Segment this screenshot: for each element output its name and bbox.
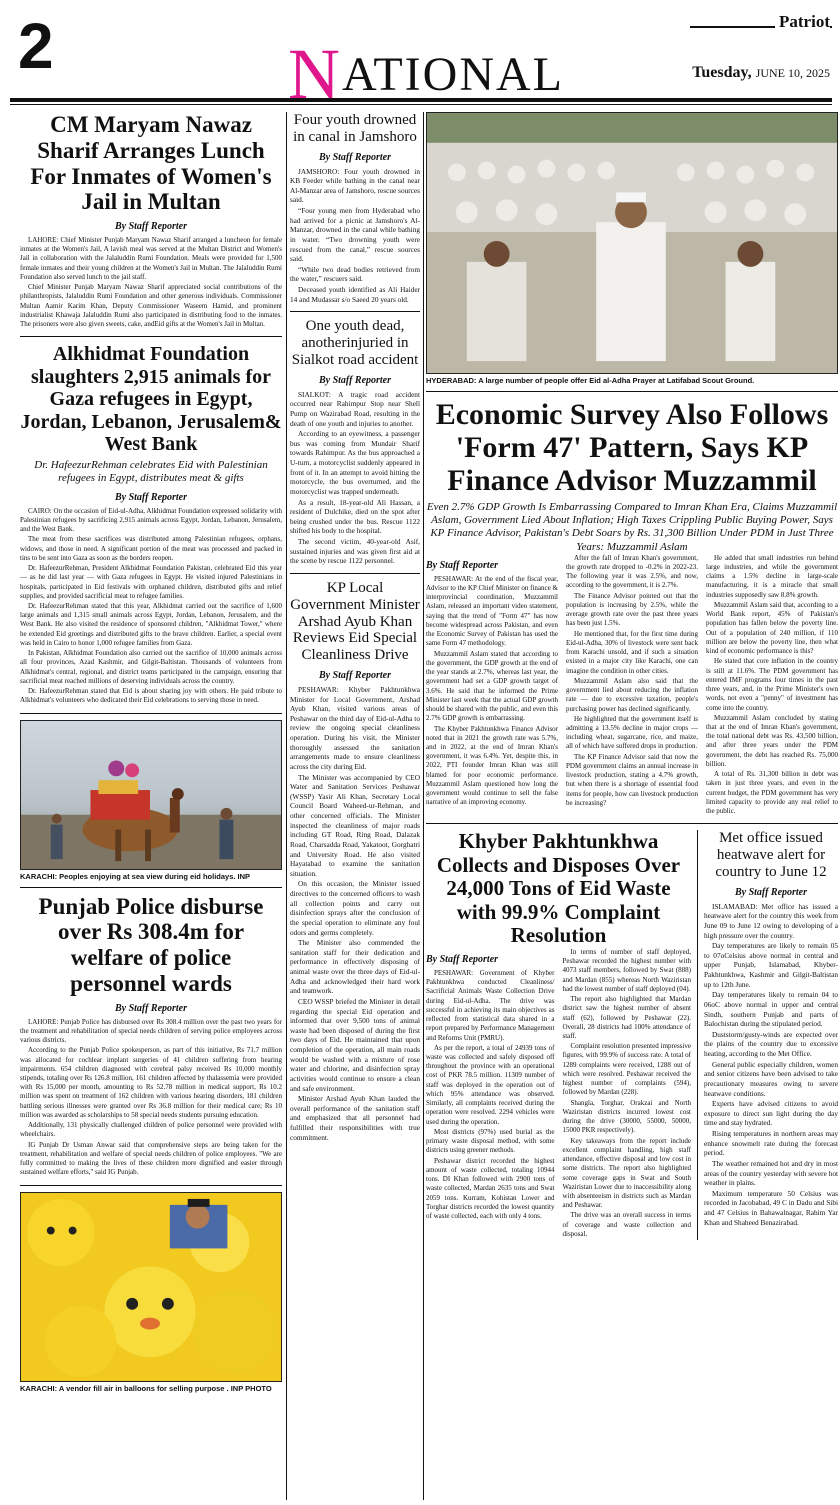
text-column bbox=[426, 948, 555, 1240]
story-body bbox=[426, 948, 691, 1240]
paragraph: The second victim, 40-year-old Asif, sustained injuries and was given first aid at the scene by rescue 1122 personnel. bbox=[290, 537, 420, 566]
middle-column bbox=[290, 112, 420, 1502]
paragraph: PESHAWAR: At the end of the fiscal year, Advisor to the KP Chief Minister on finance & interprovincial coordination, Muzzammil Aslam, released an important video statement, saying that the trend of "Form 47" has now become widespread across Pakistan, and even the Economic Survey of Pakistan has used the same Form 47 methodology. bbox=[426, 574, 558, 648]
paragraph: The KP Finance Advisor said that now the PDM government claims an annual increase in livestock production, stating a 4.7% growth, but when there is a shortage of essential food items for people, how can livestock production be increasing? bbox=[566, 752, 698, 807]
paragraph: SIALKOT: A tragic road accident occurred near Rahimpur Stop near Shell Pump on Wazirabad Road, resulting in the death of one youth and injuries to another. bbox=[290, 389, 420, 428]
paragraph: He mentioned that, for the first time during Eid-ul-Adha, 30% of livestock were sent back from Karachi unsold, and if such a situation existed in a major city like Karachi, one can imagine the condition in other cities. bbox=[566, 629, 698, 675]
paragraph: The drive was an overall success in terms of coverage and waste collection and disposal. bbox=[562, 1211, 691, 1238]
issue-date-rest: JUNE 10, 2025 bbox=[755, 66, 830, 80]
paragraph: Dr. HafeezurRehman stated that this year, Alkhidmat carried out the sacrifice of 1,600 large animals and 1,315 small animals across Egypt, Jordan, Lebanon, Jerusalem, and the West Bank. He also visited the residence of sponsored children, "Alkhidmat Tower," where he extended Eid greetings and distributed gifts to the brave children. Earlier, a special event was held in Cairo to honor 1,000 refugee families from Gaza. bbox=[20, 602, 282, 647]
story-heatwave bbox=[704, 830, 838, 1240]
paragraph: In terms of number of staff deployed, Peshawar recorded the highest number with 4073 staff members, followed by Swat (888) and Mardan (855) whereas North Waziristan had the lowest number of staff deployed (04). bbox=[562, 947, 691, 993]
camel-ride-image bbox=[21, 721, 281, 869]
story-headline: KP Local Government Minister Arshad Ayub Khan Reviews Eid Special Cleanliness Drive bbox=[290, 579, 420, 664]
story-headline: CM Maryam Nawaz Sharif Arranges Lunch For Inmates of Women's Jail in Multan bbox=[30, 112, 272, 215]
paragraph: According to an eyewitness, a passenger bus was coming from Mundair Sharif towards Rahimpur. As the bus approached a U-turn, a motorcyclist suddenly appeared in front of it. In an attempt to avoid hitting the motorcycle, the bus overturned, and the motorcyclist was trapped underneath. bbox=[290, 429, 420, 496]
text-column bbox=[426, 554, 558, 818]
story-body bbox=[704, 902, 838, 1228]
paragraph: Complaint resolution presented impressive figures, with 99.9% of success rate. A total of 1289 complaints were received, 1288 out of which were resolved. Peshawar received the highest number of complaints (594), followed by Mardan (228). bbox=[562, 1042, 691, 1097]
section-title bbox=[288, 30, 564, 114]
paragraph: Day temperatures likely to remain 04 to 06oC above normal in upper and central Sindh, southern Punjab and parts of Balochistan during the stipulated period. bbox=[704, 990, 838, 1029]
story-byline: By Staff Reporter bbox=[114, 221, 188, 232]
story-headline: Four youth drowned in canal in Jamshoro bbox=[293, 112, 417, 145]
text-column bbox=[706, 554, 838, 818]
paragraph: Peshawar district recorded the highest amount of waste collected, totaling 10944 tons. DI Khan followed with 2900 tons of waste collected, Mardan 2635 tons and Swat 2059 tons. Kurram, Kohistan Lower and Torghar districts recorded the lowest quantity of waste collected, each with only 4 tons. bbox=[426, 1156, 555, 1220]
story-headline: Alkhidmat Foundation slaughters 2,915 animals for Gaza refugees in Egypt, Jordan, Lebanon, Jerusalem& West Bank bbox=[20, 343, 282, 455]
paper-name: Patriot bbox=[775, 12, 830, 32]
paragraph: CAIRO: On the occasion of Eid-ul-Adha, Alkhidmat Foundation expressed solidarity with Palestinian refugees by sacrificing 2,915 animals across Egypt, Jordan, Lebanon, Jerusalem, and the West Bank. bbox=[20, 506, 282, 534]
story-body bbox=[20, 236, 282, 329]
paragraph: LAHORE: Punjab Police has disbursed over Rs 308.4 million over the past two years for the treatment and rehabilitation of special needs children of serving police employees across various districts. bbox=[20, 1017, 282, 1045]
text-column bbox=[563, 948, 692, 1240]
story-byline: By Staff Reporter bbox=[318, 151, 392, 163]
story-headline: One youth dead, anotherinjuried in Sialkot road accident bbox=[291, 318, 419, 368]
bottom-stories bbox=[426, 830, 838, 1240]
issue-day: Tuesday, bbox=[692, 64, 752, 81]
column-divider bbox=[423, 112, 424, 1500]
paragraph: Muzzammil Aslam concluded by stating that at the end of Imran Khan's government, the total national debt was Rs. 43,500 billion, and after three years under the PDM government, the debt has reached Rs. 75,000 billion. bbox=[706, 713, 838, 768]
right-column bbox=[426, 112, 838, 1502]
paragraph: PESHAWAR: Khyber Pakhtunkhwa Minister for Local Government, Arshad Ayub Khan, visited various areas of Peshawar on the third day of Eid-ul-Adha to review the ongoing special cleanliness operation. During his visit, the Minister thoroughly assessed the sanitation arrangements made to ensure cleanliness across the city during Eid. bbox=[290, 684, 420, 771]
paragraph: Muzzammil Aslam said that, according to a World Bank report, 45% of Pakistan's population has fallen below the poverty line. Out of a population of 240 million, if 110 million are below the poverty line, then what kind of economic performance is this? bbox=[706, 600, 838, 656]
paragraph: CEO WSSP briefed the Minister in detail regarding the special Eid operation and informed that over 9,500 tons of animal waste had been disposed of during the first two days of Eid. He maintained that upon completion of the operation, all main roads would be washed with a mixture of rose water and chlorine, and disinfection spray activities would continue to ensure a clean and safe environment. bbox=[290, 996, 420, 1093]
paragraph: In Pakistan, Alkhidmat Foundation also carried out the sacrifice of 10,000 animals across all four provinces, Azad Kashmir, and Gilgit-Baltistan. Thousands of volunteers from Alkhidmat's central, regional, and district teams participated in the campaign, ensuring that sacrificial meat reached millions of deserving individuals across the country. bbox=[20, 649, 282, 685]
paragraph: Muzzammil Aslam stated that according to the government, the GDP growth at the end of the year stands at 2.7%, whereas last year, the government had set a GDP growth target of 3.6%. He said that he informed the Prime Minister last week that the actual GDP growth should be shared with the public, and even this 2.7% GDP growth is embarrassing. bbox=[426, 649, 558, 723]
paragraph: Additionally, 131 physically challenged children of police personnel were provided with wheelchairs. bbox=[20, 1121, 282, 1139]
paragraph: Duststorm/gusty-winds are expected over the plains of the country due to excessive heating, according to the Met Office. bbox=[704, 1029, 838, 1059]
paragraph: “Four young men from Hyderabad who had arrived for a picnic at Jamshoro's Al-Manzar, drowned in the canal while bathing in water. “Two drowning youth were rescued from the canal,” rescue sources said. bbox=[290, 206, 420, 264]
paragraph: As per the report, a total of 24939 tons of waste was collected and safely disposed off throughout the province with an operational cost of PKR 78.5 million. 11309 number of staff was deployed in the operation out of which 95% attendance was observed. Similarly, all complaints received during the operation were resolved. 2294 vehicles were used during the operation. bbox=[426, 1043, 555, 1126]
paragraph: Dr. HafeezurRehman, President Alkhidmat Foundation Pakistan, celebrated Eid this year — as he did last year — with Gaza refugees in Egypt. He visited injured Palestinians in hospitals, participated in Eid festivals with orphaned children, distributed gifts and relief supplies, and provided sacrificial meat to refugee families. bbox=[20, 564, 282, 600]
text-column-body bbox=[426, 575, 558, 808]
story-subhead: Even 2.7% GDP Growth Is Embarrassing Compared to Imran Khan Era, Claims Muzzammil Aslam, Government Lied About Inflation; High Taxes Crippling Public Buying Power, Says KP Finance Advisor, Pakistan's Debt Soars by Rs. 31,300 Billion Under PDM in Just Three Years: Muzzammil Aslam bbox=[426, 501, 838, 553]
paragraph: On this occasion, the Minister issued directives to the concerned officers to wash all collection points and carry out disinfection sprays after the conclusion of the special operation to eliminate any foul odors and germs completely. bbox=[290, 879, 420, 937]
story-headline: Punjab Police disburse over Rs 308.4m for welfare of police personnel wards bbox=[38, 893, 264, 996]
paragraph: ISLAMABAD: Met office has issued a heatwave alert for the country this week from June 09 to June 12 owing to developing of a high pressure over the country. bbox=[704, 901, 838, 940]
paragraph: As a result, 18-year-old Ali Hassan, a resident of Dulchike, died on the spot after being crushed under the bus. Rescue 1122 shifted his body to the hospital. bbox=[290, 497, 420, 536]
story-headline: Economic Survey Also Follows 'Form 47' Pattern, Says KP Finance Advisor Muzzammil bbox=[435, 398, 829, 497]
paragraph: The meat from these sacrifices was distributed among Palestinian refugees, orphans, widows, and those in need. A significant portion of the meat was processed and packed in tins to be sent into Gaza as soon as the borders reopen. bbox=[20, 535, 282, 562]
story-byline: By Staff Reporter bbox=[318, 669, 392, 681]
story-maryam-lunch bbox=[20, 112, 282, 337]
balloons-photo bbox=[20, 1192, 282, 1382]
camel-ride-photo bbox=[20, 720, 282, 870]
masthead-rule-thick bbox=[10, 98, 832, 102]
section-title-initial: N bbox=[288, 34, 342, 114]
paragraph: He stated that core inflation in the country is still at 11.6%. The PDM government has entered IMF programs four times in the past three years, and, in the Prime Minister's own words, not even a "penny" of investment has come into the country. bbox=[706, 657, 838, 712]
story-kp-waste bbox=[426, 830, 698, 1240]
photo-caption: KARACHI: A vendor fill air in balloons for selling purpose . INP PHOTO bbox=[20, 1383, 272, 1393]
paragraph: Key takeaways from the report include excellent complaint handling, high staff attendance, effective disposal and low cost in some districts. The report also highlighted some coverage gaps in Swat and South Waziristan Lower due to inaccessibility along with absenteeism in districts such as Mardan and Peshawar. bbox=[562, 1136, 691, 1210]
paragraph: The Minister was accompanied by CEO Water and Sanitation Services Peshawar (WSSP) Yasir Ali Khan, Secretary Local Council Board Waheed-ur-Rehman, and other concerned officials. The Minister inspected the cleanliness of major roads including GT Road, Ring Road, Dalazak Road, Charsadda Road, Yakatoot, Gorghatri and University Road. He also visited Hayatabad to examine the sanitation situation. bbox=[290, 772, 420, 878]
story-jamshoro bbox=[290, 112, 420, 312]
paragraph: Dr. HafeezurRehman stated that Eid is about sharing joy with others. He paid tribute to Alkhidmat's volunteers who dedicated their Eid celebrations to serving those in need. bbox=[20, 687, 282, 705]
photo-block-balloons bbox=[20, 1192, 282, 1399]
story-sialkot bbox=[290, 318, 420, 574]
photo-block-hyderabad bbox=[426, 112, 838, 392]
balloons-image bbox=[21, 1193, 281, 1381]
paragraph: The Khyber Pakhtunkhwa Finance Advisor noted that in 2021 the growth rate was 5.7%, and in 2022, at the end of Imran Khan's government, it was 6.4%. Yet, despite this, in 2022, PTI founder Imran Khan was still blamed for poor economic performance. Muzzammil Aslam questioned how long the government would continue to sell the false narrative of an improving economy. bbox=[426, 724, 558, 807]
story-byline: By Staff Reporter bbox=[734, 886, 808, 898]
paragraph: The Minister also commended the sanitation staff for their dedication and performance in effectively disposing of animal waste over the three days of Eid-ul-Adha and acknowledged their hard work and teamwork. bbox=[290, 938, 420, 996]
story-ayub-cleanliness bbox=[290, 580, 420, 1149]
eid-prayer-image bbox=[427, 113, 837, 373]
story-byline: By Staff Reporter bbox=[114, 491, 188, 503]
text-column bbox=[566, 554, 698, 818]
photo-caption: KARACHI: Peoples enjoying at sea view during eid holidays. INP bbox=[20, 871, 251, 881]
paragraph: Experts have advised citizens to avoid exposure to direct sun light during the day time and stay hydrated. bbox=[704, 1099, 838, 1128]
paragraph: Chief Minister Punjab Maryam Nawaz Sharif appreciated social contributions of the philanthropists, Jalaluddin Rumi Foundation and other generous individuals. Commissioner Multan Aamir Karim Khan, Deputy Commissioner Waseem Hamid, and prominent industrialist Khawaja Jalaluddin Rumi also participated in distributing food to the inmates. The prisoners were also given sweets, cake, andEid gifts at the Women's Jail in Multan. bbox=[20, 283, 282, 329]
page-number: 2 bbox=[18, 10, 54, 82]
story-byline: By Staff Reporter bbox=[318, 374, 392, 386]
issue-date bbox=[692, 64, 830, 82]
photo-block-karachi-sea bbox=[20, 720, 282, 888]
story-byline: By Staff Reporter bbox=[426, 559, 499, 571]
paragraph: Minister Arshad Ayub Khan lauded the overall performance of the sanitation staff and emphasized that all personnel had fulfilled their responsibilities with true commitment. bbox=[290, 1094, 420, 1142]
photo-caption: HYDERABAD: A large number of people offer Eid al-Adha Prayer at Latifabad Scout Ground. bbox=[426, 376, 755, 385]
paragraph: LAHORE: Chief Minister Punjab Maryam Nawaz Sharif arranged a luncheon for female inmates at the Women's Jail, A lavish meal was served at the Multan District and Women's Jail in collaboration with the Jalaluddin Rumi Foundation. Meals were provided for 1,500 female inmates and their young children at the Women's Jail in Multan. The Jalaluddin Rumi Foundation also served lunch to the jail staff. bbox=[20, 236, 282, 281]
paragraph: Deceased youth identified as Ali Haider 14 and Mudassar s/o Saeed 20 years old. bbox=[290, 285, 420, 304]
paragraph: “While two dead bodies retrieved from the water,” rescuers said. bbox=[290, 264, 420, 284]
paragraph: According to the Punjab Police spokesperson, as part of this initiative, Rs 71.7 million was allocated for cochlear implant surgeries of 41 children suffering from hearing impairments. 654 children diagnosed with cerebral palsy received Rs 10,000 monthly stipends, totaling over Rs 126.8 million, 161 children affected by thalassemia were provided with Rs 15,000 per month, amounting to Rs 52.78 million in medical support, Rs 10.2 million was spent on treatment of 162 children with various hearing disorders, 181 children battling serious illnesses were granted over Rs 36.8 million for their medical care; Rs 10 million was awarded as scholarships to 58 special needs students pursuing education. bbox=[20, 1046, 282, 1119]
story-subhead: Dr. HafeezurRehman celebrates Eid with Palestinian refugees in Egypt, distributes meat & gifts bbox=[34, 459, 268, 485]
story-headline: Met office issued heatwave alert for country to June 12 bbox=[715, 830, 827, 880]
column-divider bbox=[286, 112, 287, 1500]
paragraph: Shangla, Torghar, Orakzai and North Waziristan districts incurred lowest cost during the drive (30000, 55000, 50000, 15000 PKR respectively). bbox=[562, 1098, 691, 1135]
story-byline: By Staff Reporter bbox=[426, 953, 499, 965]
masthead-rule-thin bbox=[10, 104, 832, 105]
paragraph: IG Punjab Dr Usman Anwar said that comprehensive steps are being taken for the treatment, rehabilitation and welfare of special needs children of police employees. "We are fully committed to making the lives of these children more dignified and easier through sustained welfare efforts," said IG Punjab. bbox=[20, 1140, 282, 1177]
section-title-rest: ATIONAL bbox=[342, 48, 564, 101]
story-body bbox=[426, 554, 838, 818]
eid-prayer-photo bbox=[426, 112, 838, 374]
paragraph: The report also highlighted that Mardan district saw the highest number of absent staff (62), followed by Peshawar (22). Overall, 28 districts had 100% attendance of staff. bbox=[562, 995, 691, 1040]
story-body bbox=[290, 390, 420, 566]
left-column bbox=[20, 112, 282, 1502]
story-byline: By Staff Reporter bbox=[114, 1002, 188, 1014]
paragraph: Maximum temperature 50 Celsius was recorded in Jacobabad, 49 C in Dadu and Sibi and 47 Celsius in Bahawalnagar, Rahim Yar Khan and Shaheed Benazirabad. bbox=[704, 1188, 838, 1227]
paragraph: Muzzammil Aslam also said that the government lied about reducing the inflation rate — due to excessive taxation, people's purchasing power has declined significantly. bbox=[566, 676, 698, 713]
paragraph: Day temperatures are likely to remain 05 to 07oCelsius above normal in central and upper Punjab, Islamabad, Khyber-Pakhtunkhwa, Kashmir and Gilgit-Baltistan up to 12th June. bbox=[704, 941, 838, 989]
story-body bbox=[20, 507, 282, 706]
masthead bbox=[0, 0, 840, 114]
story-body bbox=[290, 167, 420, 305]
paragraph: A total of Rs. 31,300 billion in debt was taken in just three years, and even in the current budget, the PDM government has very limited capacity to provide any real relief to the public. bbox=[706, 770, 838, 816]
story-body bbox=[290, 685, 420, 1142]
paragraph: He highlighted that the government itself is admitting a 13.5% decline in major crops — including wheat, sugarcane, rice, and maize, all of which have suffered drops in production. bbox=[566, 714, 698, 751]
paragraph: He added that small industries run behind large industries, and while the government claims a 1.5% decline in large-scale manufacturing, it is a miracle that small industries supposedly saw 8.8% growth. bbox=[706, 553, 838, 599]
story-headline: Khyber Pakhtunkhwa Collects and Disposes Over 24,000 Tons of Eid Waste with 99.9% Complaint Resolution bbox=[436, 829, 681, 948]
paragraph: JAMSHORO: Four youth drowned in KB Feeder while bathing in the canal near Al-Manzar area of Jamshoro, rescue sources said. bbox=[290, 166, 420, 205]
story-punjab-police bbox=[20, 894, 282, 1186]
paragraph: Most districts (97%) used burial as the primary waste disposal method, with some districts using greener methods. bbox=[426, 1127, 555, 1155]
paragraph: Rising temperatures in northern areas may enhance snowmelt rate during the forecast period. bbox=[704, 1129, 838, 1158]
paragraph: General public especially children, women and senior citizens have been advised to take precautionary measures owing to severe heatwave conditions. bbox=[704, 1059, 838, 1098]
text-column-body bbox=[426, 969, 555, 1221]
story-body bbox=[20, 1018, 282, 1178]
paragraph: After the fall of Imran Khan's government, the growth rate dropped to -0.2% in 2022-23. The following year it was 2.5%, and now, according to the government, it is 2.7%. bbox=[566, 553, 698, 590]
paragraph: The Finance Advisor pointed out that the population is increasing by 2.5%, while the average growth rate over the past three years has been just 1.5%. bbox=[566, 591, 698, 628]
paragraph: PESHAWAR: Government of Khyber Pakhtunkhwa conducted Cleanliness/ Sacrificial Animals Waste Collection Drive during Eid-ul-Adha. The drive was successful in achieving its main objectives as reflected from statistical data shared in a report prepared by Performance Management and Reforms Unit (PMRU). bbox=[426, 968, 555, 1042]
story-economic-survey bbox=[426, 398, 838, 824]
paragraph: The weather remained hot and dry in most areas of the country yesterday with severe hot weather in plains. bbox=[704, 1158, 838, 1188]
story-alkhidmat bbox=[20, 343, 282, 713]
